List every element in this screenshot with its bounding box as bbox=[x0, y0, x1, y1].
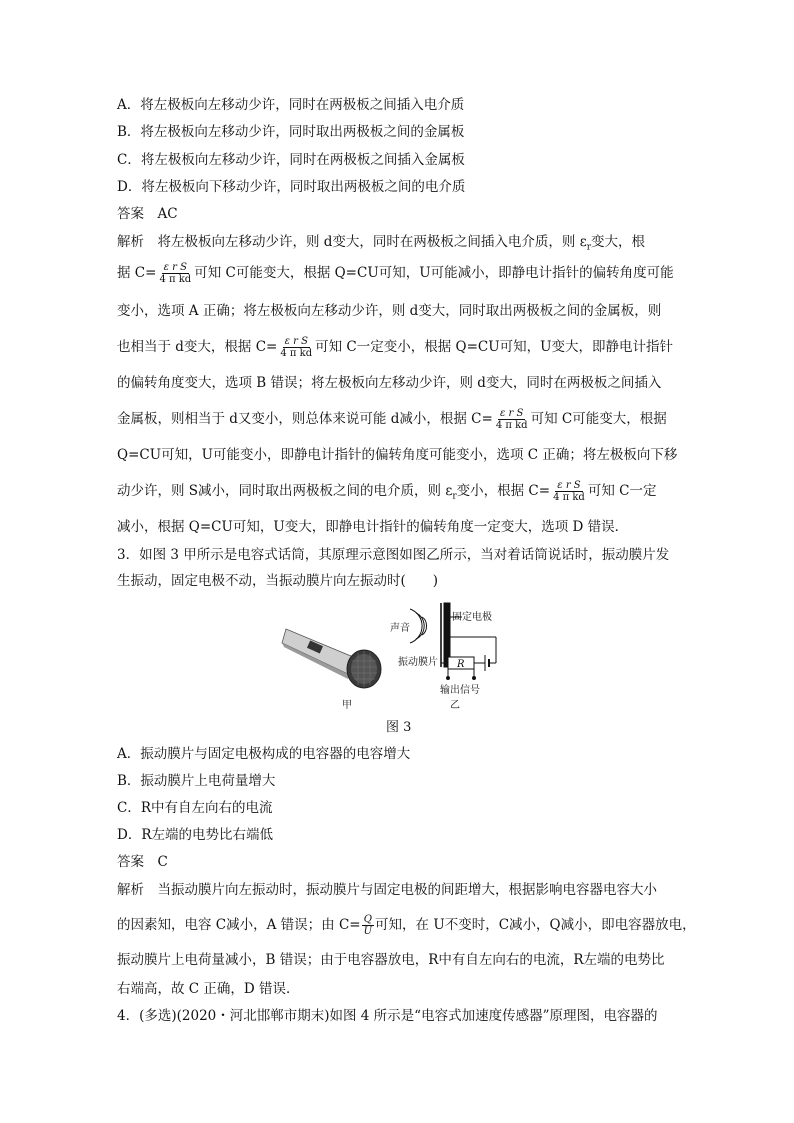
capacitance-formula: $\frac{\text{ε r S}}{\text{4 π kd}}$ bbox=[553, 480, 585, 503]
q2-option-a: A．将左极板向左移动少许，同时在两极板之间插入电介质 bbox=[117, 97, 465, 113]
q3-option-d: D．R左端的电势比右端低 bbox=[117, 827, 273, 843]
q2-analysis-line-4: 也相当于 d变大，根据 C= $\frac{\text{ε r S}}{\text{4 π kd}}$ 可知 C一定变小，根据 Q=CU可知，U变大，即静电计指针 bbox=[117, 336, 674, 359]
q2-analysis-line-8: 动少许，则 S减小，同时取出两极板之间的电介质，则 $\varepsilon_r$变小，根据 C= $\frac{\text{ε r S}}{\text{4 π kd}}$ 可知 C一定 bbox=[117, 480, 657, 503]
figure-3 bbox=[280, 597, 520, 712]
q2-option-c: C．将左极板向左移动少许，同时在两极板之间插入金属板 bbox=[117, 152, 465, 168]
label-output-signal: 输出信号 bbox=[440, 685, 480, 696]
q4-stem-line-1: 4．(多选)(2020・河北邯郸市期末)如图 4 所示是“电容式加速度传感器”原理图，电容器的 bbox=[117, 1008, 658, 1024]
q2-analysis-line-2: 据 C= $\frac{\text{ε r S}}{\text{4 π kd}}$ 可知 C可能变大，根据 Q=CU可知，U可能减小，即静电计指针的偏转角度可能 bbox=[117, 262, 674, 285]
q3-option-a: A．振动膜片与固定电极构成的电容器的电容增大 bbox=[117, 746, 411, 762]
q2-answer: 答案 AC bbox=[117, 206, 178, 222]
label-fixed-electrode: 固定电极 bbox=[452, 612, 492, 623]
capacitance-formula: $\frac{\text{ε r S}}{\text{4 π kd}}$ bbox=[159, 262, 192, 285]
label-membrane: 振动膜片 bbox=[398, 657, 438, 668]
q3-stem-line-2: 生振动，固定电极不动，当振动膜片向左振动时( ) bbox=[117, 573, 439, 589]
q3-analysis-line-3: 振动膜片上电荷量减小，B 错误；由于电容器放电，R中有自左向右的电流，R左端的电势比 bbox=[117, 952, 665, 968]
q2-analysis-line-7: Q=CU可知，U可能变小，即静电计指针的偏转角度可能变小，选项 C 正确；将左极板向下移 bbox=[117, 447, 678, 463]
q3-analysis-line-2: 的因素知，电容 C减小，A 错误；由 C= $\frac{Q}{U}$ 可知，在 U不变时，C减小，Q减小，即电容器放电， bbox=[117, 914, 696, 937]
label-resistor: R bbox=[457, 659, 465, 670]
microphone-illustration bbox=[282, 629, 381, 688]
q2-analysis-line-1: 解析 将左极板向左移动少许，则 d变大，同时在两极板之间插入电介质，则 $\varepsilon_r$变大，根 bbox=[117, 234, 646, 253]
q3-option-c: C．R中有自左向右的电流 bbox=[117, 800, 273, 816]
q3-analysis-line-4: 右端高，故 C 正确，D 错误． bbox=[117, 981, 300, 997]
microphone-diagram bbox=[280, 597, 520, 712]
q3-answer: 答案 C bbox=[117, 854, 168, 870]
capacitance-formula: $\frac{\text{ε r S}}{\text{4 π kd}}$ bbox=[280, 336, 313, 359]
label-yi: 乙 bbox=[450, 700, 460, 711]
figure-caption: 图 3 bbox=[386, 720, 412, 735]
q2-option-d: D．将左极板向下移动少许，同时取出两极板之间的电介质 bbox=[117, 179, 466, 195]
label-sound: 声音 bbox=[390, 623, 410, 634]
capacitance-formula: $\frac{\text{ε r S}}{\text{4 π kd}}$ bbox=[495, 408, 528, 431]
q2-analysis-line-5: 的偏转角度变大，选项 B 错误；将左极板向左移动少许，则 d变大，同时在两极板之间插入 bbox=[117, 375, 662, 391]
charge-voltage-formula: $\frac{Q}{U}$ bbox=[363, 914, 373, 937]
q2-analysis-line-6: 金属板，则相当于 d又变小，则总体来说可能 d减小，根据 C= $\frac{\text{ε r S}}{\text{4 π kd}}$ 可知 C可能变大，根据 bbox=[117, 408, 667, 431]
q2-analysis-line-3: 变小，选项 A 正确；将左极板向左移动少许，则 d变大，同时取出两极板之间的金属板，则 bbox=[117, 303, 662, 319]
q2-analysis-line-9: 减小，根据 Q=CU可知，U变大，即静电计指针的偏转角度一定变大，选项 D 错误． bbox=[117, 519, 629, 535]
label-jia: 甲 bbox=[342, 700, 352, 711]
q2-option-b: B．将左极板向左移动少许，同时取出两极板之间的金属板 bbox=[117, 124, 465, 140]
q3-stem-line-1: 3．如图 3 甲所示是电容式话筒，其原理示意图如图乙所示，当对着话筒说话时，振动膜片发 bbox=[117, 547, 670, 563]
q3-option-b: B．振动膜片上电荷量增大 bbox=[117, 773, 276, 789]
q3-analysis-line-1: 解析 当振动膜片向左振动时，振动膜片与固定电极的间距增大，根据影响电容器电容大小 bbox=[117, 882, 657, 898]
